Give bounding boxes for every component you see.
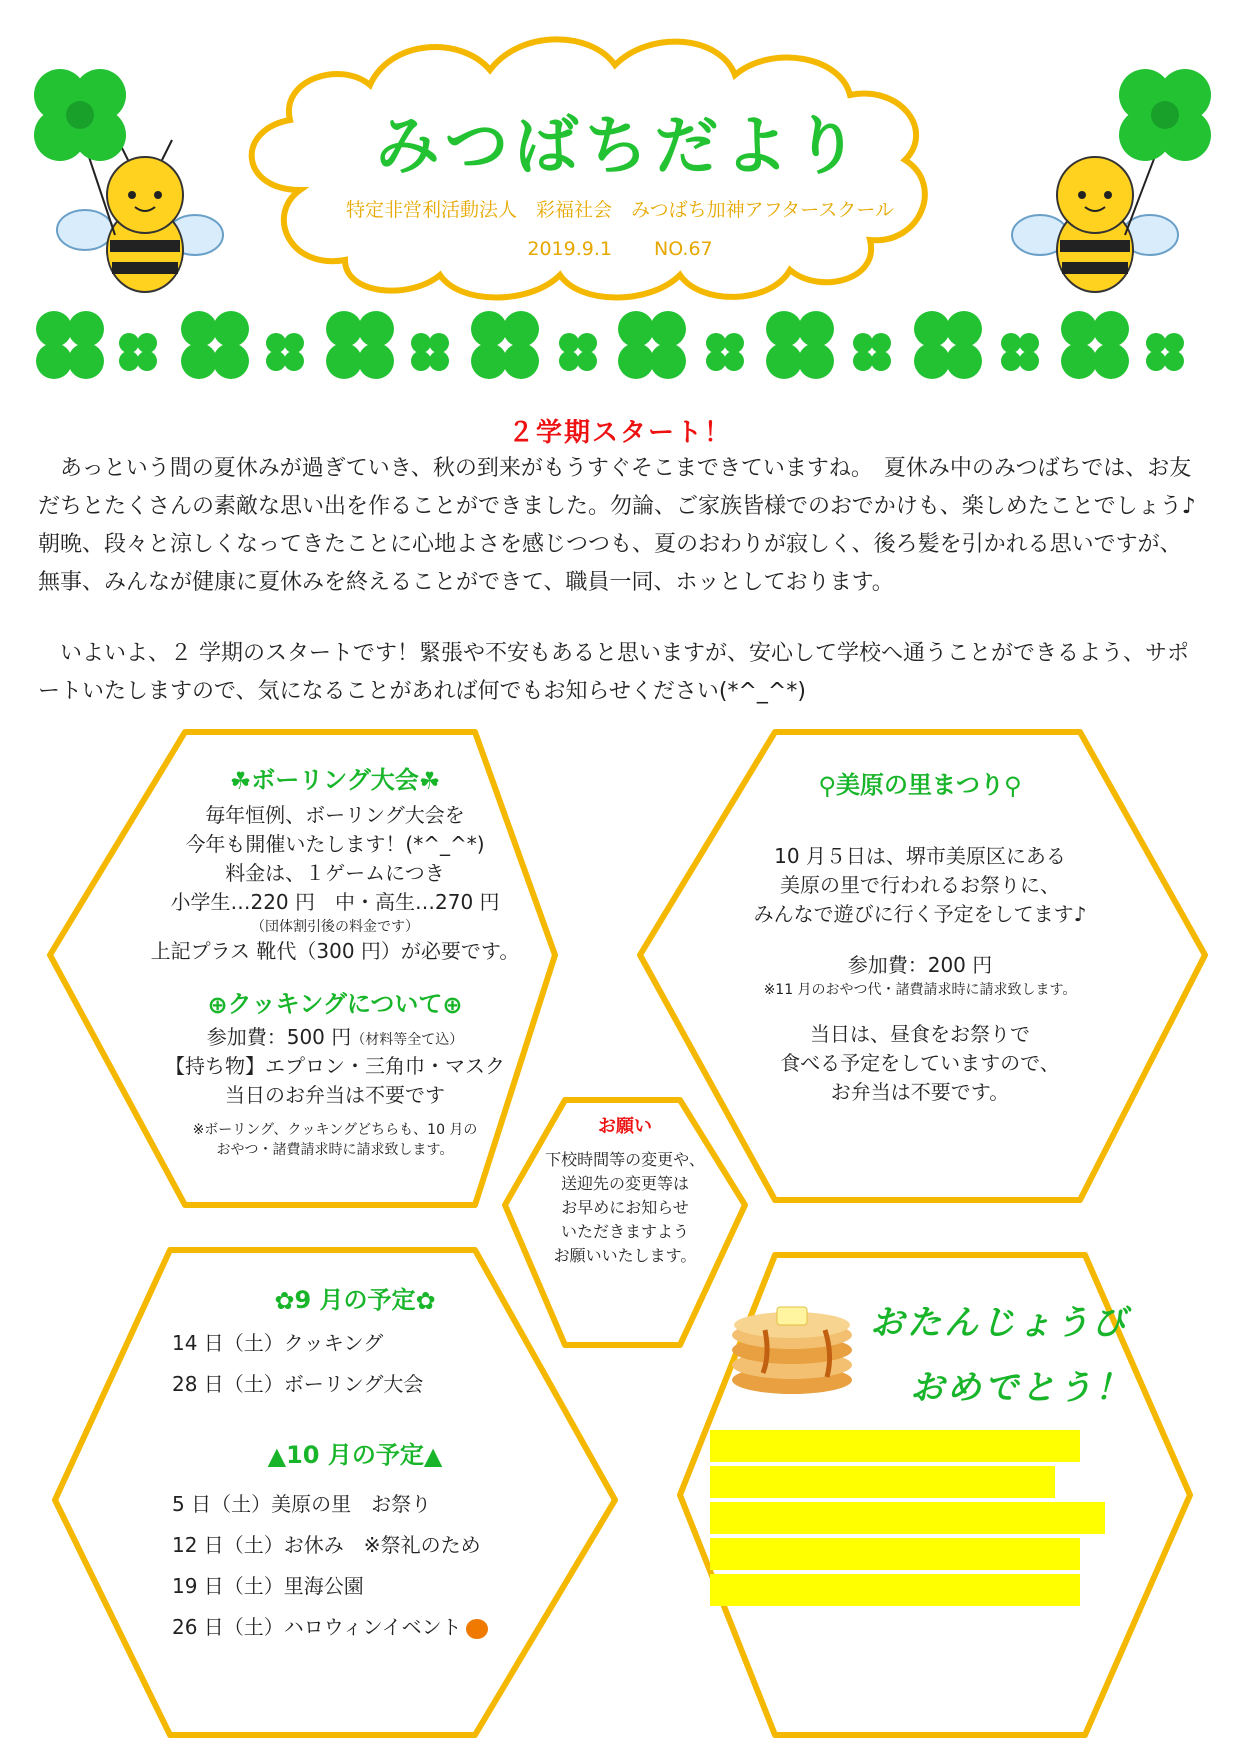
organization-name: 特定非営利活動法人 彩福社会 みつばち加神アフタースクール	[346, 199, 894, 221]
clover-icon: ☘	[418, 767, 441, 795]
bowling-heading: ☘ボーリング大会☘	[229, 766, 441, 795]
list-item: 12 日（土）お休み ※祭礼のため	[172, 1533, 481, 1557]
clover-icon: ☘	[229, 767, 252, 795]
festival-body: 10 月５日は、堺市美原区にある 美原の里で行われるお祭りに、 みんなで遊びに行く予定をしてます♪ 参加費：200 円 ※11 月のおやつ代・諸費請求時に請求致します。 当日は、昼食をお祭りで 食べる予定をしていますので、 お弁当は不要です。	[753, 844, 1087, 1104]
schedule-section	[160, 1280, 520, 1648]
festival-section	[700, 765, 1140, 1107]
birthday-line-2: おめでとう！	[910, 1368, 1132, 1408]
list-item: 19 日（土）里海公園	[172, 1574, 364, 1598]
search-clover-icon: ⊕	[207, 991, 228, 1019]
redacted-bar	[710, 1430, 1080, 1462]
newsletter-title: みつばちだより	[375, 110, 865, 184]
bowling-section	[120, 760, 550, 1160]
intro-paragraph-1: あっという間の夏休みが過ぎていき、秋の到来がもうすぐそこまできていますね。 夏休み中のみつばちでは、お友だちとたくさんの素敵な思い出を作ることができました。勿論、ご家族皆様でのおでかけも、楽しめたことでしょう♪ 朝晩、段々と涼しくなってきたことに心地よさを感じつつも、夏のおわりが寂しく、後ろ髪を引かれる思いですが、無事、みんなが健康に夏休みを終えることができて、職員一同、ホッとしております。	[38, 456, 1218, 595]
rabbit-icon: ✿	[415, 1287, 436, 1315]
request-heading: お願い	[598, 1116, 652, 1137]
festival-heading: ⚲美原の里まつり⚲	[818, 771, 1022, 800]
october-list	[160, 1484, 520, 1648]
request-body: 下校時間等の変更や、 送迎先の変更等は お早めにお知らせ いただきますよう お願いいたします。	[545, 1150, 705, 1265]
rabbit-icon: ✿	[274, 1287, 295, 1315]
september-heading: ✿9 月の予定✿	[274, 1286, 436, 1315]
october-heading: ▲10 月の予定▲	[267, 1441, 443, 1470]
magnifier-clover-icon: ⚲	[1004, 772, 1022, 800]
bowling-body: 毎年恒例、ボーリング大会を 今年も開催いたします！(*^_^*) 料金は、１ゲームにつき 小学生…220 円 中・高生…270 円 （団体割引後の料金です） 上記プラス 靴代（300 円）が必要です。	[150, 803, 520, 963]
birthday-line-1: おたんじょうび	[870, 1303, 1129, 1343]
pancake-icon	[725, 1285, 860, 1405]
list-item: 26 日（土）ハロウィンイベント	[172, 1607, 520, 1648]
cooking-body: 参加費：500 円（材料等全て込） 【持ち物】エプロン・三角巾・マスク 当日のお弁当は不要です ※ボーリング、クッキングどちらも、10 月の おやつ・諸費請求時に請求致します。	[165, 1025, 505, 1158]
redacted-bar	[710, 1502, 1105, 1534]
september-list	[160, 1323, 520, 1405]
list-item: 5 日（土）美原の里 お祭り	[172, 1492, 432, 1516]
issue-date: 2019.9.1	[527, 238, 612, 260]
issue-number: NO.67	[654, 238, 713, 260]
list-item: 14 日（土）クッキング	[172, 1331, 384, 1355]
redacted-bar	[710, 1466, 1055, 1498]
cooking-heading: ⊕クッキングについて⊕	[207, 990, 463, 1019]
list-item: 28 日（土）ボーリング大会	[172, 1372, 424, 1396]
search-clover-icon: ⊕	[442, 991, 463, 1019]
request-section	[520, 1112, 730, 1268]
rice-ball-icon: ▲	[423, 1442, 443, 1470]
rice-ball-icon: ▲	[267, 1442, 287, 1470]
intro-heading: ２学期スタート！	[507, 418, 732, 448]
redacted-bar	[710, 1574, 1080, 1606]
redacted-bar	[710, 1538, 1080, 1570]
intro-paragraph-2: いよいよ、２ 学期のスタートです！緊張や不安もあると思いますが、安心して学校へ通うことができるよう、サポートいたしますので、気になることがあれば何でもお知らせください(*^_^*)	[38, 641, 1189, 704]
magnifier-clover-icon: ⚲	[818, 772, 836, 800]
pumpkin-icon	[466, 1619, 488, 1639]
